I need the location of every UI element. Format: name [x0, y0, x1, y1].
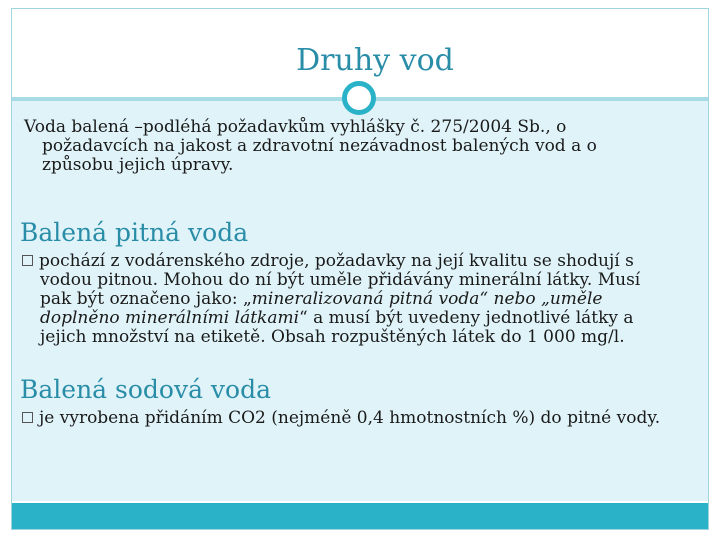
section-heading-pitna: Balená pitná voda: [20, 218, 249, 247]
slide-title: Druhy vod: [296, 43, 454, 78]
circle-ornament-icon: [342, 81, 376, 115]
bullet-pitna: [22, 252, 672, 347]
intro-rest: požadavcích na jakost a zdravotní nezávadnost balených vod a o způsobu jejich úpravy.: [42, 136, 597, 175]
bullet-text: je vyrobena přidáním CO2 (nejméně 0,4 hmotnostních %) do pitné vody.: [39, 408, 661, 428]
bullet-box-icon: [22, 412, 33, 423]
section-heading-sodova: Balená sodová voda: [20, 375, 272, 404]
bullet-box-icon: [22, 255, 33, 266]
bullet-text-a: pochází z vodárenského zdroje, požadavky na její kvalitu se shodují s vodou pitnou. Mohou do ní být uměle přidávány minerální látky. Musí pak být označeno jako: „: [39, 251, 641, 309]
bullet-sodova: [22, 409, 672, 428]
bullet-text-italic: mineralizovaná pitná voda“ nebo „uměle doplněno minerálními látkami: [40, 289, 603, 328]
bottom-bar: [12, 503, 708, 529]
bullet-text-b: “ a musí být uvedeny jednotlivé látky a jejich množství na etiketě. Obsah rozpuštěných látek do 1 000 mg/l.: [40, 308, 634, 347]
intro-first-line: Voda balená –podléhá požadavkům vyhlášky č. 275/2004 Sb., o: [24, 117, 567, 137]
intro-paragraph: [24, 118, 624, 175]
